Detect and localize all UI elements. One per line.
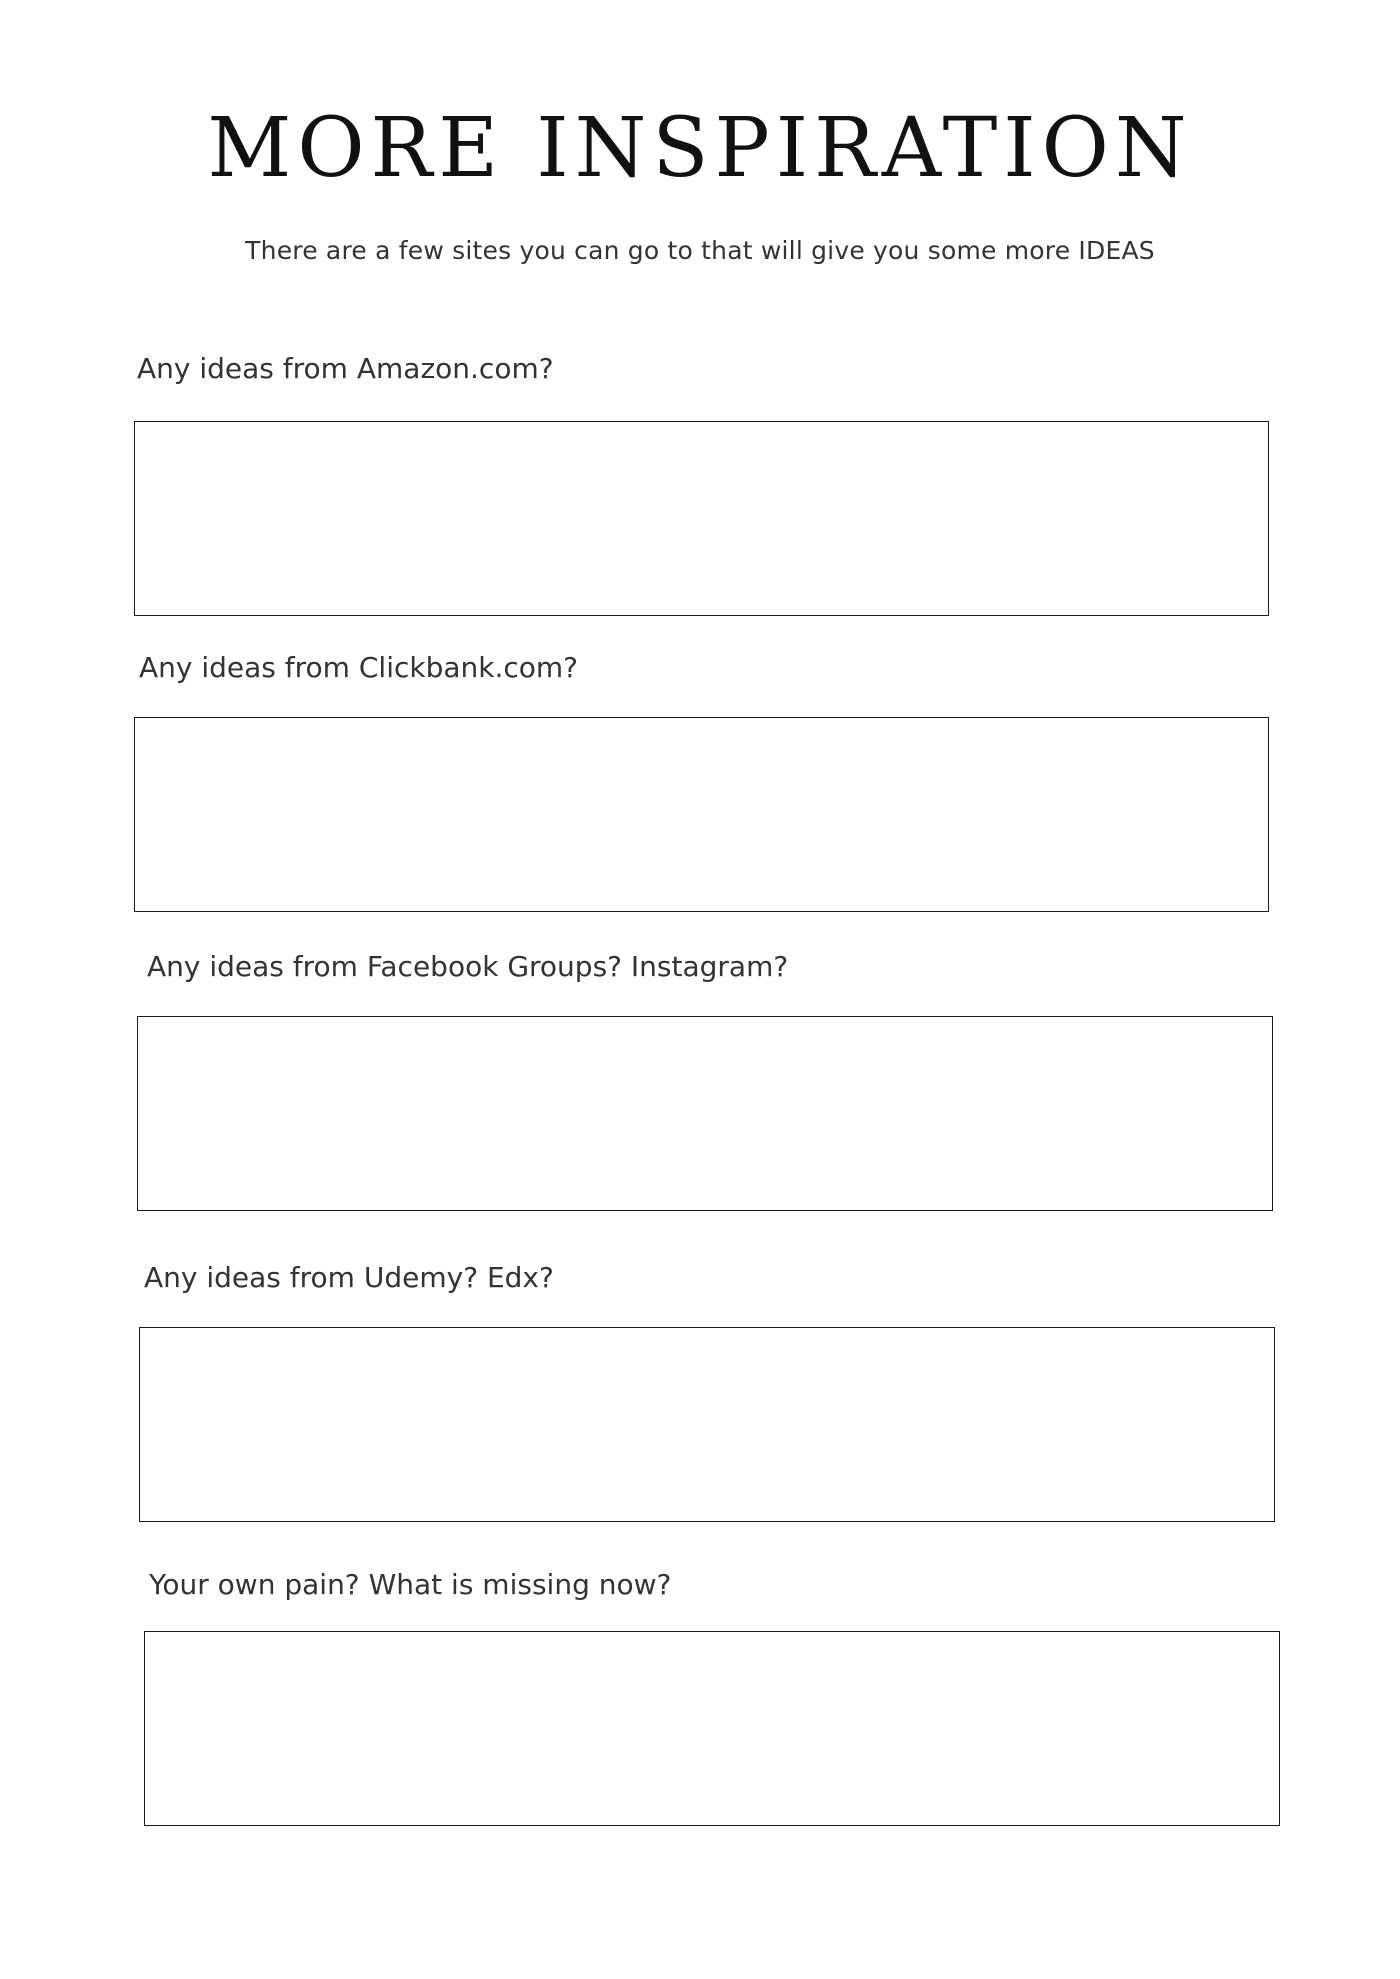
answer-box-clickbank[interactable]: [134, 717, 1269, 912]
question-label-udemy-edx: Any ideas from Udemy? Edx?: [144, 1261, 554, 1294]
question-label-facebook-instagram: Any ideas from Facebook Groups? Instagram?: [147, 950, 789, 983]
page-subtitle: There are a few sites you can go to that will give you some more IDEAS: [245, 236, 1155, 265]
page-title: MORE INSPIRATION: [207, 101, 1193, 196]
answer-box-own-pain[interactable]: [144, 1631, 1280, 1826]
answer-box-amazon[interactable]: [134, 421, 1269, 616]
answer-box-facebook-instagram[interactable]: [137, 1016, 1273, 1211]
answer-box-udemy-edx[interactable]: [139, 1327, 1275, 1522]
question-label-own-pain: Your own pain? What is missing now?: [149, 1568, 672, 1601]
question-label-amazon: Any ideas from Amazon.com?: [137, 352, 554, 385]
question-label-clickbank: Any ideas from Clickbank.com?: [139, 651, 579, 684]
